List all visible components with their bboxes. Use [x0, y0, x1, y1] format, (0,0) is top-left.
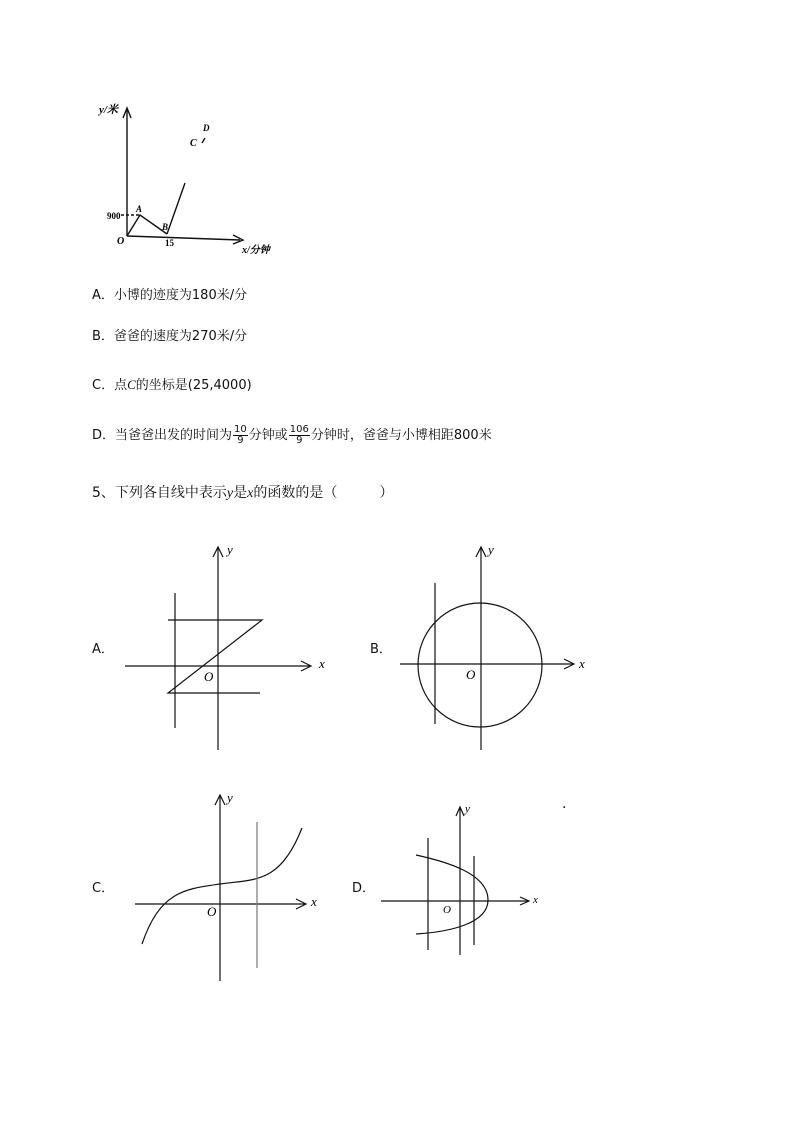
graph-c-letter[interactable]: C． — [92, 881, 115, 896]
graph-c-origin: O — [207, 904, 217, 919]
x-axis-label: x/分钟 — [242, 245, 270, 256]
graph-d-letter[interactable]: D． — [352, 881, 376, 896]
point-b-label: B — [162, 222, 169, 232]
graph-c-y-label: y — [227, 790, 233, 805]
point-a-label: A — [136, 204, 143, 214]
graph-b-origin: O — [466, 667, 476, 682]
question-5-stem: 5、下列各自线中表示y是x的函数的是（ ） — [92, 485, 394, 501]
graph-a — [120, 538, 340, 758]
graph-d-x-label: x — [533, 894, 538, 906]
distance-time-graph — [95, 98, 285, 258]
graph-c-cubic-curve — [142, 828, 302, 944]
graph-d-parabola — [416, 855, 488, 934]
point-c-mark — [202, 138, 205, 143]
graph-a-y-label: y — [227, 542, 233, 557]
graph-d — [378, 800, 578, 960]
fraction-106-9: $\frac{106}{9}$ — [289, 424, 309, 446]
graph-c-x-label: x — [311, 894, 317, 909]
graph-d-y-label: y — [465, 803, 470, 815]
option-c[interactable]: C．点C的坐标是(25,4000) — [92, 377, 252, 393]
option-d[interactable]: D．当爸爸出发的时间为 $\frac{10}{9}$ 分钟或 $\frac{106}{9}$ 分钟时，爸爸与小博相距800米 — [92, 424, 492, 446]
dad-path — [167, 183, 185, 234]
x-tick-15: 15 — [165, 238, 174, 248]
graph-c — [130, 786, 330, 986]
graph-a-letter[interactable]: A． — [92, 642, 114, 657]
graph-b-x-label: x — [579, 656, 585, 671]
option-b[interactable]: B．爸爸的速度为270米/分 — [92, 329, 248, 344]
origin-label: O — [117, 236, 125, 247]
graph-b-circle — [418, 603, 542, 727]
point-d-label: D — [203, 123, 210, 133]
option-a[interactable]: A．小博的迹度为180米/分 — [92, 288, 248, 303]
y-axis-label: y/米 — [99, 104, 118, 116]
stray-dot: . — [562, 796, 567, 812]
graph-b — [395, 538, 600, 758]
fraction-10-9: $\frac{10}{9}$ — [234, 424, 247, 446]
graph-a-origin: O — [204, 669, 214, 684]
graph-a-x-label: x — [319, 656, 325, 671]
graph-d-origin: O — [443, 904, 451, 916]
graph-b-y-label: y — [488, 542, 494, 557]
kid-path — [127, 215, 167, 236]
x-axis — [127, 236, 240, 240]
graph-b-letter[interactable]: B． — [370, 642, 392, 657]
point-c-label: C — [190, 138, 197, 149]
graph-a-z-curve — [168, 620, 262, 693]
y-tick-900: 900 — [107, 211, 121, 221]
